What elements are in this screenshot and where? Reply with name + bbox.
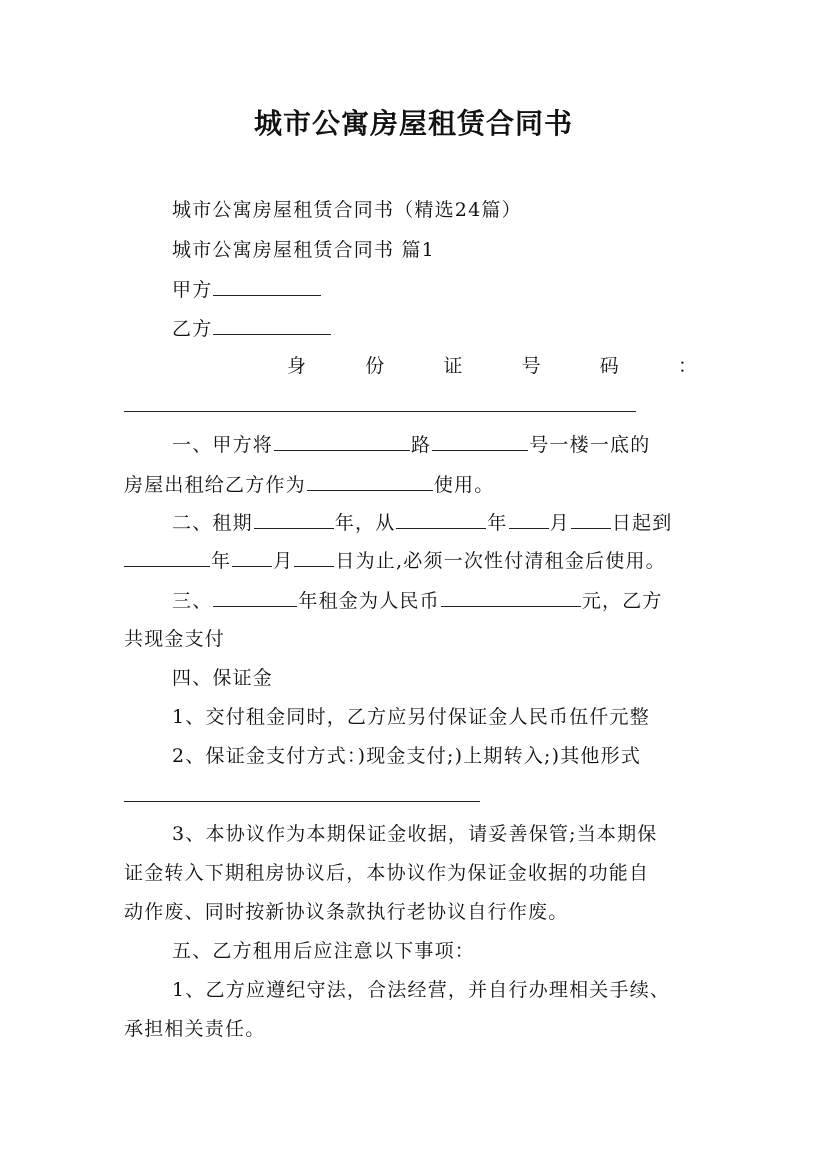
blank: [213, 588, 297, 607]
clause-3-line-1: [172, 587, 663, 615]
id-number-blank: [124, 411, 636, 412]
clause-text: 年租金为人民币: [298, 590, 440, 612]
blank: [232, 548, 272, 567]
blank: [432, 432, 528, 451]
clause-text: 日起到: [611, 512, 673, 534]
document-title: 城市公寓房屋租赁合同书: [253, 107, 573, 140]
clause-text: 一、甲方将: [172, 434, 274, 456]
id-char: 码: [599, 355, 619, 377]
clause-4-item-1: 1、交付租金同时，乙方应另付保证金人民币伍仟元整: [172, 706, 650, 728]
clause-2-line-2: [124, 547, 666, 575]
party-b-blank: [213, 316, 331, 335]
clause-text: 年: [487, 512, 508, 534]
clause-2-line-1: [172, 509, 672, 537]
clause-3-line-2: 共现金支付: [124, 628, 226, 650]
clause-5-item-1-line-2: 承担相关责任。: [124, 1018, 266, 1040]
id-char: 身: [287, 355, 307, 377]
clause-text: 路: [411, 434, 432, 456]
clause-4-item-3-line-1: 3、本协议作为本期保证金收据，请妥善保管;当本期保: [172, 823, 658, 845]
id-char: 证: [443, 355, 463, 377]
clause-4-heading: 四、保证金: [172, 667, 274, 689]
clause-1-line-2: [124, 471, 494, 499]
clause-text: 号一楼一底的: [529, 434, 651, 456]
blank: [307, 472, 433, 491]
blank: [396, 510, 486, 529]
clause-text: 使用。: [433, 474, 495, 496]
clause-text: 年，从: [334, 512, 396, 534]
party-a-blank: [213, 277, 321, 296]
blank: [254, 510, 334, 529]
clause-text: 三、: [172, 590, 213, 612]
clause-4-item-2: 2、保证金支付方式：)现金支付;)上期转入;)其他形式: [172, 745, 642, 767]
clause-text: 月: [549, 512, 570, 534]
clause-4-item-3-line-3: 动作废、同时按新协议条款执行老协议自行作废。: [124, 901, 569, 923]
clause-5-item-1-line-1: 1、乙方应遵纪守法，合法经营，并自行办理相关手续、: [172, 979, 671, 1001]
clause-4-item-3-line-2: 证金转入下期租房协议后，本协议作为保证金收据的功能自: [124, 862, 650, 884]
blank: [509, 510, 549, 529]
id-char: 份: [365, 355, 385, 377]
clause-text: 元，乙方: [581, 590, 663, 612]
section-heading: 城市公寓房屋租赁合同书 篇1: [172, 239, 435, 261]
clause-text: 二、租期: [172, 512, 253, 534]
clause-5-heading: 五、乙方租用后应注意以下事项：: [172, 940, 476, 962]
clause-1-line-1: [172, 431, 650, 459]
party-b-line: [172, 315, 332, 343]
other-form-blank: [124, 801, 480, 802]
party-a-label: 甲方: [172, 279, 213, 301]
id-char: 号: [521, 355, 541, 377]
party-b-label: 乙方: [172, 318, 213, 340]
subtitle-line: 城市公寓房屋租赁合同书（精选24篇）: [172, 199, 522, 221]
clause-text: 房屋出租给乙方作为: [124, 474, 306, 496]
blank: [124, 548, 210, 567]
id-char: ：: [677, 355, 697, 377]
clause-text: 年: [211, 550, 232, 572]
clause-text: 月: [273, 550, 294, 572]
blank: [571, 510, 611, 529]
blank: [294, 548, 334, 567]
blank: [441, 588, 581, 607]
clause-text: 日为止,必须一次性付清租金后使用。: [335, 550, 666, 572]
blank: [274, 432, 410, 451]
party-a-line: [172, 276, 322, 304]
id-number-label: [287, 352, 697, 380]
